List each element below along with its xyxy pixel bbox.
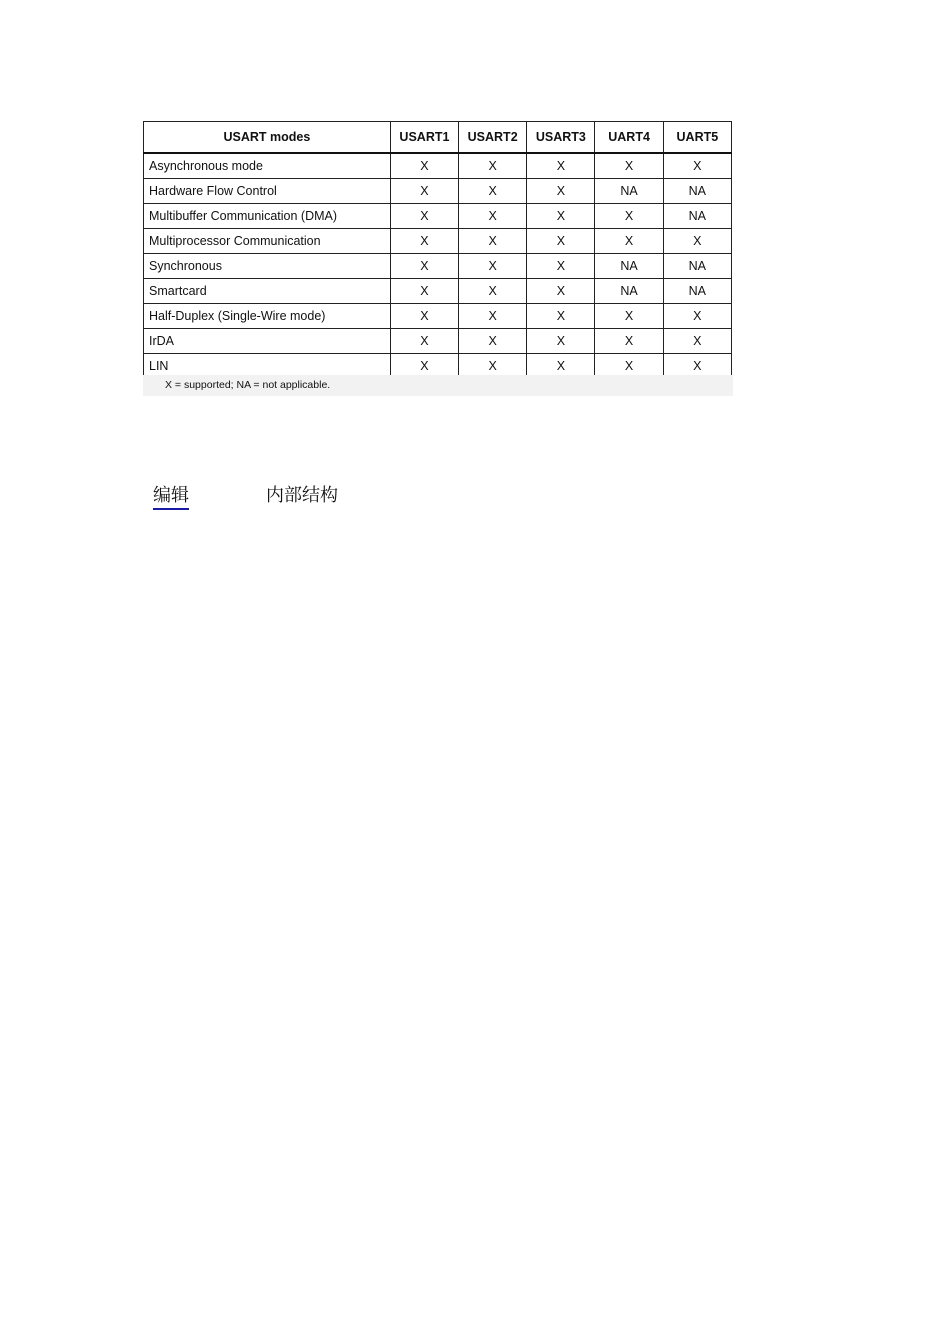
value-cell: NA: [595, 254, 663, 279]
table-row: [144, 329, 732, 354]
value-cell: X: [663, 153, 731, 179]
value-cell: NA: [595, 279, 663, 304]
value-cell: X: [459, 329, 527, 354]
value-cell: X: [459, 279, 527, 304]
header-uart4: UART4: [595, 122, 663, 154]
value-cell: X: [527, 329, 595, 354]
table-row: [144, 304, 732, 329]
table-row: [144, 204, 732, 229]
value-cell: X: [663, 304, 731, 329]
table-row: [144, 279, 732, 304]
value-cell: X: [390, 329, 458, 354]
mode-cell: Half-Duplex (Single-Wire mode): [144, 304, 391, 329]
header-usart-modes: USART modes: [144, 122, 391, 154]
value-cell: X: [390, 229, 458, 254]
usart-modes-table-figure: [143, 121, 733, 396]
header-usart1: USART1: [390, 122, 458, 154]
header-uart5: UART5: [663, 122, 731, 154]
value-cell: X: [527, 279, 595, 304]
value-cell: X: [390, 354, 458, 379]
mode-cell: Asynchronous mode: [144, 153, 391, 179]
value-cell: X: [390, 279, 458, 304]
mode-cell: Smartcard: [144, 279, 391, 304]
value-cell: X: [459, 254, 527, 279]
header-usart2: USART2: [459, 122, 527, 154]
value-cell: X: [390, 304, 458, 329]
value-cell: X: [459, 304, 527, 329]
mode-cell: IrDA: [144, 329, 391, 354]
value-cell: NA: [663, 204, 731, 229]
value-cell: X: [390, 153, 458, 179]
edit-link[interactable]: 编辑: [153, 484, 189, 510]
value-cell: NA: [663, 179, 731, 204]
value-cell: X: [390, 204, 458, 229]
table-footnote: [143, 375, 733, 396]
value-cell: X: [527, 229, 595, 254]
value-cell: NA: [595, 179, 663, 204]
mode-cell: Synchronous: [144, 254, 391, 279]
value-cell: X: [663, 329, 731, 354]
value-cell: X: [459, 354, 527, 379]
value-cell: X: [527, 304, 595, 329]
table-row: [144, 153, 732, 179]
value-cell: X: [390, 254, 458, 279]
header-usart3: USART3: [527, 122, 595, 154]
value-cell: X: [527, 179, 595, 204]
value-cell: X: [595, 204, 663, 229]
value-cell: X: [527, 204, 595, 229]
table-row: [144, 179, 732, 204]
mode-cell: Multibuffer Communication (DMA): [144, 204, 391, 229]
usart-modes-table: [143, 121, 732, 379]
value-cell: NA: [663, 279, 731, 304]
mode-cell: LIN: [144, 354, 391, 379]
value-cell: X: [459, 179, 527, 204]
value-cell: X: [595, 354, 663, 379]
value-cell: X: [390, 179, 458, 204]
value-cell: X: [527, 254, 595, 279]
table-row: [144, 229, 732, 254]
value-cell: X: [595, 304, 663, 329]
value-cell: X: [663, 229, 731, 254]
mode-cell: Hardware Flow Control: [144, 179, 391, 204]
footnote-text: X = supported; NA = not applicable.: [165, 379, 331, 391]
table-row: [144, 254, 732, 279]
value-cell: X: [459, 229, 527, 254]
value-cell: X: [595, 153, 663, 179]
table-header-row: [144, 122, 732, 154]
value-cell: X: [527, 354, 595, 379]
value-cell: X: [595, 229, 663, 254]
value-cell: X: [663, 354, 731, 379]
value-cell: X: [459, 153, 527, 179]
value-cell: X: [595, 329, 663, 354]
value-cell: NA: [663, 254, 731, 279]
section-title: 内部结构: [266, 485, 338, 506]
mode-cell: Multiprocessor Communication: [144, 229, 391, 254]
value-cell: X: [527, 153, 595, 179]
value-cell: X: [459, 204, 527, 229]
